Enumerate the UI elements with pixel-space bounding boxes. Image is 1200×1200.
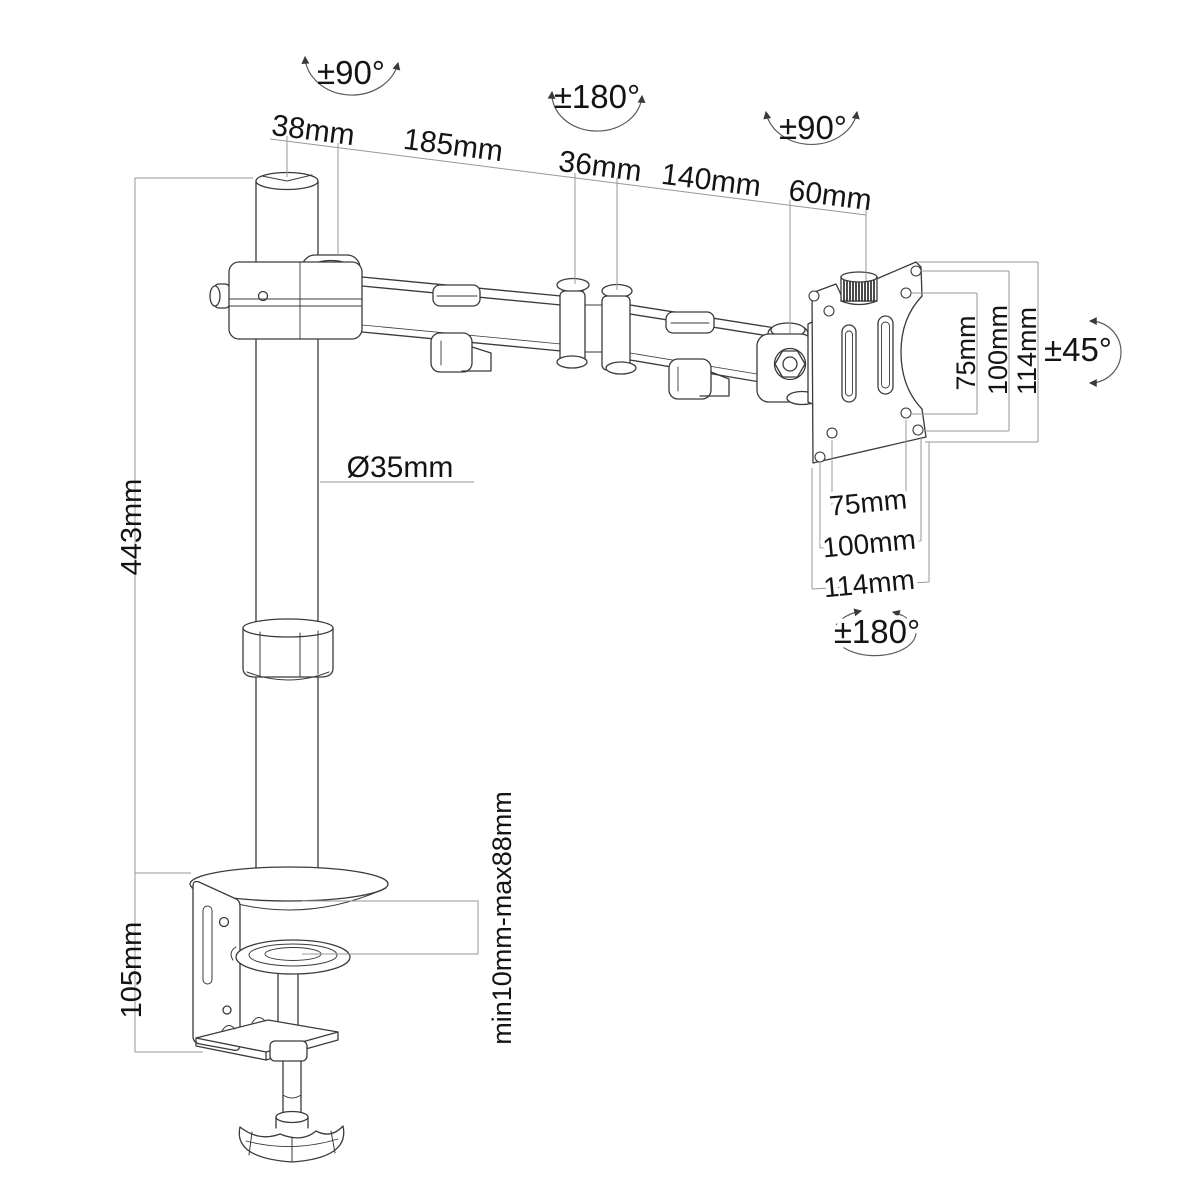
label-angle-vesa-swivel: ±90°	[778, 109, 848, 146]
thumbscrew-knob	[841, 272, 877, 305]
label-angle-vesa-rotate: ±180°	[833, 613, 921, 650]
label-vesa-h-100: 100mm	[821, 523, 918, 564]
label-vesa-v-75: 75mm	[951, 315, 981, 391]
label-vesa-v-114: 114mm	[1012, 306, 1042, 396]
clamp-bracket	[193, 882, 240, 1051]
label-dim-diameter: Ø35mm	[346, 451, 454, 484]
label-angle-pole-swivel: ±90°	[316, 54, 386, 91]
clamp-pad	[231, 940, 350, 974]
desk-clamp	[190, 867, 388, 1162]
label-dim-185mm: 185mm	[401, 122, 505, 169]
cable-clip-top-2	[666, 312, 714, 333]
pole-arm-bracket	[210, 255, 362, 339]
label-angle-mid-joint: ±180°	[553, 78, 641, 115]
label-dim-140mm: 140mm	[659, 157, 763, 204]
label-dim-105mm: 105mm	[116, 921, 148, 1019]
label-vesa-v-100: 100mm	[983, 304, 1013, 396]
label-vesa-h-75: 75mm	[827, 483, 909, 522]
clamp-screw	[270, 1041, 308, 1128]
label-dim-36mm: 36mm	[556, 144, 644, 189]
pole-collar	[243, 619, 333, 680]
label-dim-443mm: 443mm	[116, 478, 148, 576]
mount-model	[190, 173, 926, 1163]
clamp-knob	[239, 1126, 343, 1162]
cable-clip-bottom-2	[669, 359, 729, 399]
mid-joint	[557, 279, 636, 375]
label-desk-thickness: min10mm-max88mm	[487, 791, 517, 1045]
label-angle-tilt: ±45°	[1043, 331, 1113, 368]
label-dim-60mm: 60mm	[786, 173, 874, 218]
vesa-plate	[809, 262, 926, 463]
label-dim-38mm: 38mm	[269, 108, 357, 153]
cable-clip-top-1	[433, 285, 480, 306]
cable-clip-bottom-1	[431, 333, 491, 372]
label-vesa-h-114: 114mm	[822, 563, 917, 604]
